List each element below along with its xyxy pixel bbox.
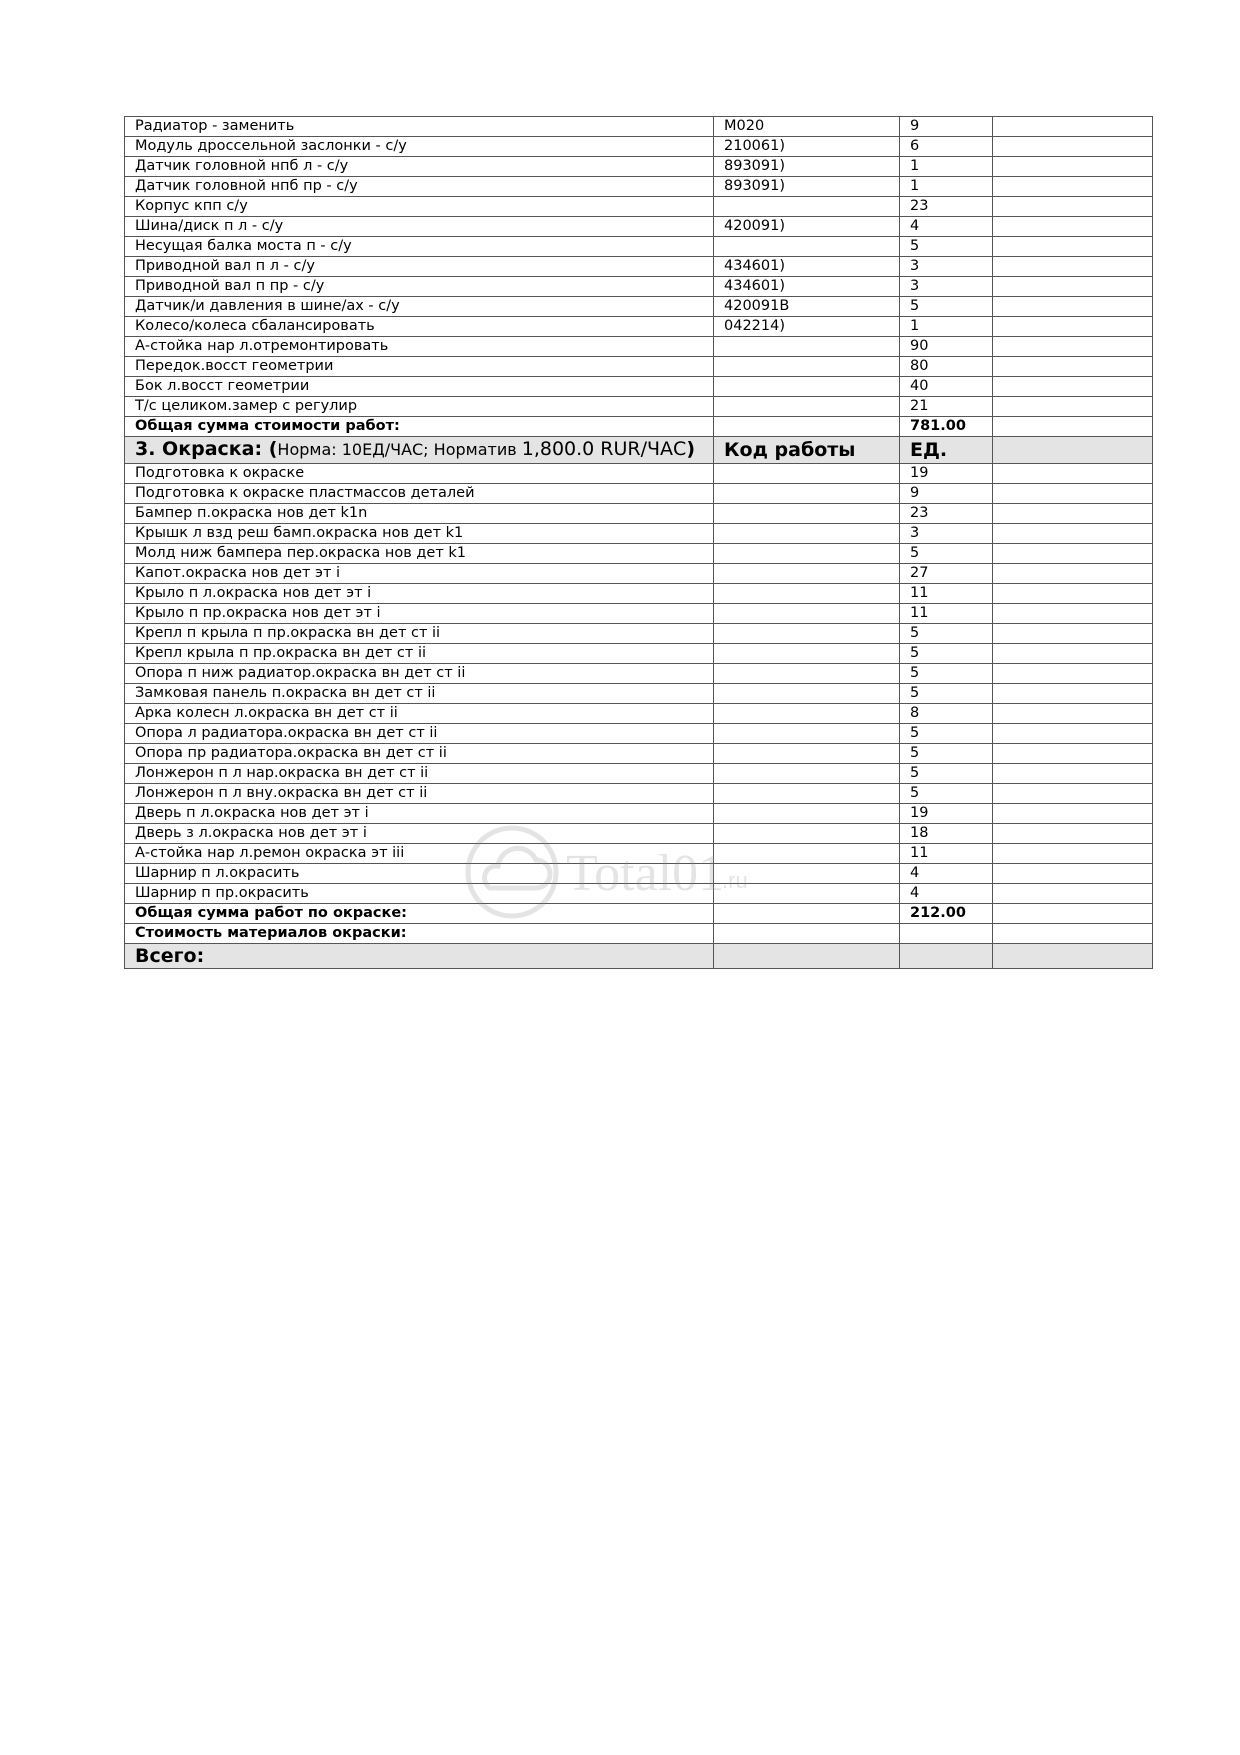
estimate-table	[124, 116, 1153, 969]
work-units: 5	[900, 664, 993, 684]
work-units: 5	[900, 624, 993, 644]
extra-cell	[993, 544, 1153, 564]
grand-total-row	[125, 944, 1153, 969]
extra-cell	[993, 684, 1153, 704]
operation-name: Замковая панель п.окраска вн дет ст ii	[125, 684, 714, 704]
work-units: 9	[900, 484, 993, 504]
operation-name: А-стойка нар л.ремон окраска эт iii	[125, 844, 714, 864]
work-units: 4	[900, 217, 993, 237]
extra-cell	[993, 217, 1153, 237]
grand-total-extra	[993, 944, 1153, 969]
paint-row	[125, 824, 1153, 844]
work-units: 19	[900, 804, 993, 824]
work-units: 8	[900, 704, 993, 724]
works-total-group	[125, 417, 1153, 464]
work-units: 23	[900, 197, 993, 217]
work-units: 5	[900, 644, 993, 664]
work-code: 420091)	[714, 217, 900, 237]
extra-cell	[993, 524, 1153, 544]
operation-name: Молд ниж бампера пер.окраска нов дет k1	[125, 544, 714, 564]
work-code	[714, 764, 900, 784]
paint-total-row	[125, 904, 1153, 924]
operation-name: А-стойка нар л.отремонтировать	[125, 337, 714, 357]
work-code	[714, 377, 900, 397]
operation-name: Бампер п.окраска нов дет k1n	[125, 504, 714, 524]
operation-name: Приводной вал п л - с/у	[125, 257, 714, 277]
operation-name: Капот.окраска нов дет эт i	[125, 564, 714, 584]
work-code	[714, 397, 900, 417]
works-total-value: 781.00	[900, 417, 993, 437]
paint-total-code	[714, 904, 900, 924]
paint-row	[125, 844, 1153, 864]
section-title: 3. Окраска: (	[135, 438, 278, 460]
operation-name: Бок л.восст геометрии	[125, 377, 714, 397]
grand-total-value	[900, 944, 993, 969]
work-code	[714, 864, 900, 884]
paint-rows	[125, 464, 1153, 904]
paint-row	[125, 624, 1153, 644]
extra-cell	[993, 484, 1153, 504]
work-units: 3	[900, 257, 993, 277]
works-total-code	[714, 417, 900, 437]
extra-cell	[993, 884, 1153, 904]
extra-cell	[993, 564, 1153, 584]
work-code	[714, 564, 900, 584]
work-row	[125, 217, 1153, 237]
work-code	[714, 524, 900, 544]
work-code	[714, 704, 900, 724]
extra-cell	[993, 377, 1153, 397]
materials-code	[714, 924, 900, 944]
work-code	[714, 844, 900, 864]
operation-name: Шарнир п л.окрасить	[125, 864, 714, 884]
work-code: 893091)	[714, 177, 900, 197]
work-units: 5	[900, 764, 993, 784]
extra-cell	[993, 764, 1153, 784]
work-units: 5	[900, 297, 993, 317]
column-header-extra	[993, 437, 1153, 464]
extra-cell	[993, 624, 1153, 644]
work-row	[125, 397, 1153, 417]
grand-total-code	[714, 944, 900, 969]
work-units: 11	[900, 844, 993, 864]
works-total-row	[125, 417, 1153, 437]
work-units: 23	[900, 504, 993, 524]
extra-cell	[993, 397, 1153, 417]
work-units: 3	[900, 277, 993, 297]
column-header-units: ЕД.	[900, 437, 993, 464]
work-code	[714, 744, 900, 764]
work-code	[714, 604, 900, 624]
paint-total-value: 212.00	[900, 904, 993, 924]
operation-name: Опора п ниж радиатор.окраска вн дет ст ii	[125, 664, 714, 684]
extra-cell	[993, 464, 1153, 484]
work-code: M020	[714, 117, 900, 137]
work-units: 9	[900, 117, 993, 137]
work-code	[714, 337, 900, 357]
work-code	[714, 724, 900, 744]
work-units: 1	[900, 157, 993, 177]
work-code	[714, 237, 900, 257]
work-units: 5	[900, 237, 993, 257]
work-units: 1	[900, 177, 993, 197]
paint-row	[125, 644, 1153, 664]
materials-value	[900, 924, 993, 944]
paint-row	[125, 884, 1153, 904]
operation-name: Подготовка к окраске пластмассов деталей	[125, 484, 714, 504]
work-units: 1	[900, 317, 993, 337]
works-total-label: Общая сумма стоимости работ:	[125, 417, 714, 437]
operation-name: Шина/диск п л - с/у	[125, 217, 714, 237]
extra-cell	[993, 804, 1153, 824]
work-row	[125, 297, 1153, 317]
work-units: 5	[900, 684, 993, 704]
work-code	[714, 197, 900, 217]
paint-row	[125, 784, 1153, 804]
work-row	[125, 357, 1153, 377]
operation-name: Крепл крыла п пр.окраска вн дет ст ii	[125, 644, 714, 664]
extra-cell	[993, 744, 1153, 764]
extra-cell	[993, 844, 1153, 864]
work-row	[125, 277, 1153, 297]
extra-cell	[993, 177, 1153, 197]
work-code	[714, 644, 900, 664]
operation-name: Колесо/колеса сбалансировать	[125, 317, 714, 337]
work-units: 18	[900, 824, 993, 844]
section-rate: 1,800.0 RUR/ЧАС	[521, 438, 687, 460]
estimate-page	[124, 116, 1152, 969]
paint-row	[125, 464, 1153, 484]
extra-cell	[993, 257, 1153, 277]
paint-row	[125, 544, 1153, 564]
operation-name: Опора л радиатора.окраска вн дет ст ii	[125, 724, 714, 744]
extra-cell	[993, 337, 1153, 357]
extra-cell	[993, 504, 1153, 524]
paint-row	[125, 684, 1153, 704]
paint-row	[125, 564, 1153, 584]
works-rows	[125, 117, 1153, 417]
column-header-code: Код работы	[714, 437, 900, 464]
work-code	[714, 464, 900, 484]
work-units: 4	[900, 884, 993, 904]
paint-row	[125, 664, 1153, 684]
section-paint-header	[125, 437, 1153, 464]
work-code: 420091B	[714, 297, 900, 317]
work-units: 6	[900, 137, 993, 157]
work-units: 5	[900, 544, 993, 564]
work-code	[714, 484, 900, 504]
paint-row	[125, 864, 1153, 884]
work-code: 434601)	[714, 257, 900, 277]
section-close: )	[686, 438, 695, 460]
operation-name: Приводной вал п пр - с/у	[125, 277, 714, 297]
operation-name: Корпус кпп с/у	[125, 197, 714, 217]
work-row	[125, 337, 1153, 357]
extra-cell	[993, 864, 1153, 884]
works-total-extra	[993, 417, 1153, 437]
extra-cell	[993, 157, 1153, 177]
operation-name: Датчик/и давления в шине/ах - с/у	[125, 297, 714, 317]
work-code	[714, 544, 900, 564]
extra-cell	[993, 197, 1153, 217]
extra-cell	[993, 277, 1153, 297]
paint-row	[125, 484, 1153, 504]
extra-cell	[993, 297, 1153, 317]
operation-name: Лонжерон п л вну.окраска вн дет ст ii	[125, 784, 714, 804]
paint-total-label: Общая сумма работ по окраске:	[125, 904, 714, 924]
extra-cell	[993, 357, 1153, 377]
operation-name: Несущая балка моста п - с/у	[125, 237, 714, 257]
operation-name: Дверь п л.окраска нов дет эт i	[125, 804, 714, 824]
work-code	[714, 584, 900, 604]
work-row	[125, 157, 1153, 177]
extra-cell	[993, 117, 1153, 137]
extra-cell	[993, 604, 1153, 624]
operation-name: Лонжерон п л нар.окраска вн дет ст ii	[125, 764, 714, 784]
materials-extra	[993, 924, 1153, 944]
paint-row	[125, 704, 1153, 724]
extra-cell	[993, 824, 1153, 844]
extra-cell	[993, 664, 1153, 684]
work-code	[714, 664, 900, 684]
grand-total-label: Всего:	[125, 944, 714, 969]
work-units: 21	[900, 397, 993, 417]
operation-name: Дверь з л.окраска нов дет эт i	[125, 824, 714, 844]
work-code	[714, 824, 900, 844]
materials-row	[125, 924, 1153, 944]
watermark-suffix: .ru	[722, 868, 748, 893]
section-norm: Норма: 10ЕД/ЧАС; Норматив	[277, 440, 522, 459]
paint-row	[125, 744, 1153, 764]
work-row	[125, 117, 1153, 137]
operation-name: Модуль дроссельной заслонки - с/у	[125, 137, 714, 157]
paint-row	[125, 584, 1153, 604]
paint-total-extra	[993, 904, 1153, 924]
work-units: 40	[900, 377, 993, 397]
work-code: 434601)	[714, 277, 900, 297]
work-code	[714, 684, 900, 704]
paint-row	[125, 764, 1153, 784]
operation-name: Подготовка к окраске	[125, 464, 714, 484]
operation-name: Шарнир п пр.окрасить	[125, 884, 714, 904]
operation-name: Крыло п пр.окраска нов дет эт i	[125, 604, 714, 624]
extra-cell	[993, 784, 1153, 804]
section-paint-title	[125, 437, 714, 464]
work-code	[714, 784, 900, 804]
work-units: 4	[900, 864, 993, 884]
work-units: 5	[900, 724, 993, 744]
extra-cell	[993, 137, 1153, 157]
work-units: 5	[900, 744, 993, 764]
work-code	[714, 884, 900, 904]
work-units: 90	[900, 337, 993, 357]
watermark-brand: Total01	[566, 845, 725, 902]
materials-label: Стоимость материалов окраски:	[125, 924, 714, 944]
paint-row	[125, 604, 1153, 624]
operation-name: Крышк л взд реш бамп.окраска нов дет k1	[125, 524, 714, 544]
extra-cell	[993, 584, 1153, 604]
paint-totals-group	[125, 904, 1153, 969]
work-code	[714, 624, 900, 644]
work-code: 893091)	[714, 157, 900, 177]
work-row	[125, 377, 1153, 397]
work-units: 27	[900, 564, 993, 584]
work-code	[714, 804, 900, 824]
operation-name: Опора пр радиатора.окраска вн дет ст ii	[125, 744, 714, 764]
work-row	[125, 177, 1153, 197]
paint-row	[125, 524, 1153, 544]
operation-name: Датчик головной нпб пр - с/у	[125, 177, 714, 197]
work-code	[714, 504, 900, 524]
extra-cell	[993, 317, 1153, 337]
work-code	[714, 357, 900, 377]
work-units: 11	[900, 604, 993, 624]
operation-name: Передок.восст геометрии	[125, 357, 714, 377]
work-row	[125, 317, 1153, 337]
operation-name: Крепл п крыла п пр.окраска вн дет ст ii	[125, 624, 714, 644]
operation-name: Радиатор - заменить	[125, 117, 714, 137]
paint-row	[125, 724, 1153, 744]
extra-cell	[993, 237, 1153, 257]
operation-name: Т/с целиком.замер с регулир	[125, 397, 714, 417]
operation-name: Датчик головной нпб л - с/у	[125, 157, 714, 177]
work-code: 210061)	[714, 137, 900, 157]
operation-name: Крыло п л.окраска нов дет эт i	[125, 584, 714, 604]
work-units: 19	[900, 464, 993, 484]
work-row	[125, 137, 1153, 157]
work-units: 80	[900, 357, 993, 377]
extra-cell	[993, 644, 1153, 664]
work-units: 11	[900, 584, 993, 604]
operation-name: Арка колесн л.окраска вн дет ст ii	[125, 704, 714, 724]
work-units: 3	[900, 524, 993, 544]
work-row	[125, 237, 1153, 257]
paint-row	[125, 804, 1153, 824]
work-units: 5	[900, 784, 993, 804]
extra-cell	[993, 704, 1153, 724]
work-row	[125, 197, 1153, 217]
work-code: 042214)	[714, 317, 900, 337]
work-row	[125, 257, 1153, 277]
extra-cell	[993, 724, 1153, 744]
paint-row	[125, 504, 1153, 524]
